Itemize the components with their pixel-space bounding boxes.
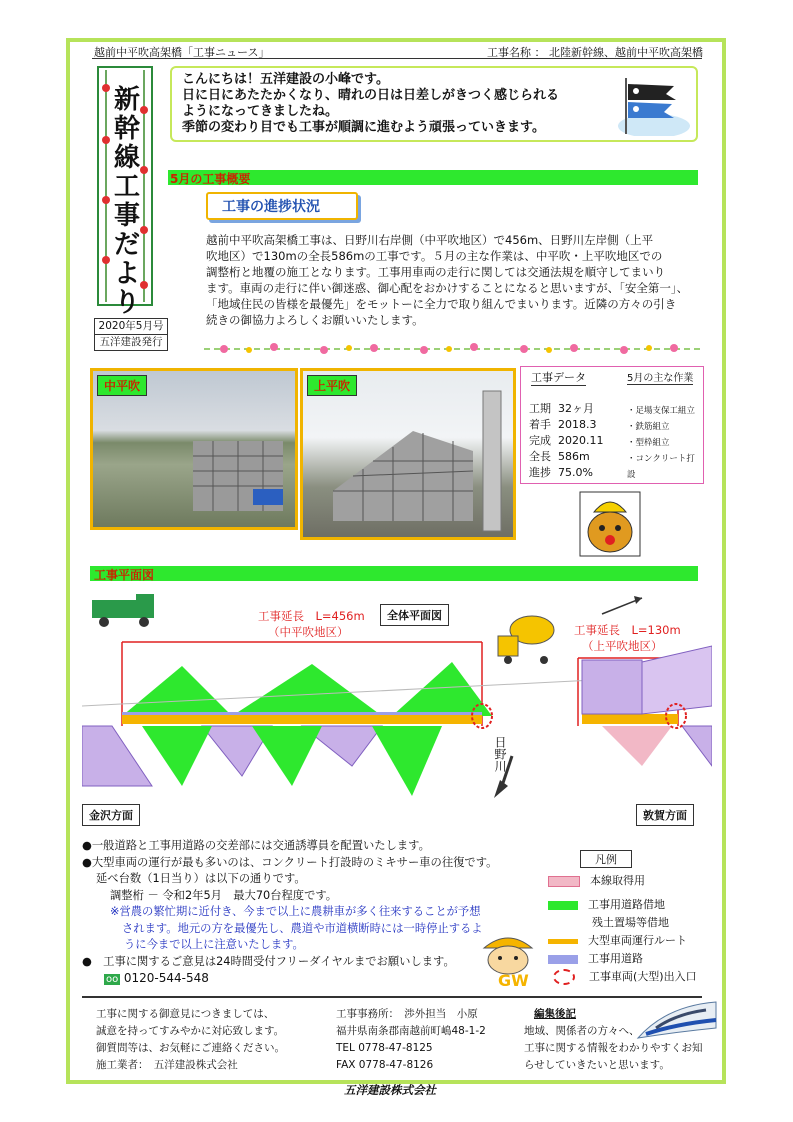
legend	[548, 872, 718, 986]
greeting-box	[170, 66, 698, 142]
legend-swatch	[548, 955, 578, 964]
photo-kamihirabuki	[300, 368, 516, 540]
work-item: ・型枠組立	[627, 438, 670, 448]
data-key: 進捗	[529, 466, 551, 479]
data-row	[529, 401, 604, 417]
mixer-truck-icon	[498, 616, 554, 664]
footer-col1	[96, 1006, 285, 1074]
data-key: 全長	[529, 450, 551, 463]
photo-nakahirabuki	[90, 368, 298, 530]
river-label: 日野川	[493, 736, 507, 772]
right-area-label: （上平吹地区）	[582, 639, 663, 653]
overall-plan-label: 全体平面図	[380, 604, 449, 626]
flower-garland	[204, 338, 700, 360]
photo-tag-kamihirabuki: 上平吹	[307, 375, 357, 396]
data-value: 586m	[558, 450, 590, 463]
legend-label: 工事用道路借地	[588, 898, 665, 911]
works-list	[627, 403, 703, 483]
koinobori-illustration	[614, 74, 690, 136]
legend-swatch	[548, 876, 580, 887]
section-title-overview: 5月の工事概要	[170, 172, 251, 186]
overview-text	[206, 232, 702, 328]
overview-line: 「地域住民の皆様を最優先」をモットーに全力で取り組んでまいります。近隣の方々の引き	[206, 297, 677, 311]
data-row	[529, 433, 604, 449]
data-rows	[529, 401, 604, 481]
data-row	[529, 449, 604, 465]
section-title-plan: 工事平面図	[94, 568, 155, 582]
issue-date: 2020年5月号	[98, 320, 164, 332]
legend-item	[548, 932, 718, 950]
work-item: ・足場支保工組立	[627, 406, 696, 416]
shinkansen-illustration	[636, 998, 718, 1044]
footer-line: 福井県南条郡南越前町嶋48-1-2	[336, 1025, 486, 1037]
title-char: 線	[113, 143, 140, 173]
greeting-line: 季節の変わり目でも工事が順調に進むよう頑張っていきます。	[182, 120, 545, 135]
plan-drawing	[82, 586, 712, 830]
section-bar-plan	[90, 566, 698, 581]
title-char: り	[113, 288, 140, 318]
footer-rule	[82, 996, 702, 998]
legend-label: 大型車両運行ルート	[588, 934, 687, 947]
title-char: 事	[113, 201, 140, 231]
legend-item: 残土置場等借地	[592, 916, 669, 929]
title-box	[97, 66, 153, 318]
right-length-label: 工事延長 L=130m	[574, 623, 681, 637]
carnation-decor-left	[101, 70, 111, 302]
notes	[82, 838, 522, 989]
data-key: 着手	[529, 418, 551, 431]
footer-line: 施工業者： 五洋建設株式会社	[96, 1059, 238, 1071]
free-dial	[82, 970, 522, 989]
dump-truck-icon	[92, 594, 154, 627]
footer-line: 地域、関係者の方々へ、	[524, 1025, 640, 1037]
overview-line: 調整桁と地覆の施工となります。工事用車両の走行に関しては交通法規を順守してまいり	[206, 265, 666, 279]
greeting-line: 日に日にあたたかくなり、晴れの日は日差しがきつく感じられる	[182, 88, 560, 103]
legend-item	[548, 896, 718, 914]
photo-tag-nakahirabuki: 中平吹	[97, 375, 147, 396]
svg-text:GW: GW	[498, 971, 529, 988]
title-char: だ	[113, 230, 140, 260]
footer-line: TEL 0778-47-8125	[336, 1042, 433, 1054]
note-line: ※営農の繁忙期に近付き、今まで以上に農耕車が多く往来することが予想	[110, 905, 481, 918]
legend-label: 工事車両(大型)出入口	[589, 970, 697, 983]
section-bar-overview	[168, 170, 698, 185]
works-title: 5月の主な作業	[627, 369, 693, 385]
footer-line: 工事事務所： 渉外担当 小原	[336, 1008, 478, 1020]
data-value: 32ヶ月	[558, 402, 594, 415]
note-line: 延べ台数（1日当り）は以下の通りです。	[96, 872, 306, 885]
issue-publisher: 五洋建設発行	[95, 334, 167, 350]
mascot-illustration	[578, 490, 642, 558]
data-key: 工期	[529, 402, 551, 415]
header-rule	[92, 58, 702, 59]
left-area-label: （中平吹地区）	[268, 625, 349, 639]
footer-line: 御質問等は、お気軽にご連絡ください。	[96, 1042, 285, 1054]
note-line: ●大型車両の運行が最も多いのは、コンクリート打設時のミキサー車の往復です。	[82, 855, 498, 869]
overview-line: ます。車両の走行に伴い御迷惑、御心配をおかけすることになると思いますが、「安全第一」、	[206, 281, 689, 295]
footer-line: らせしていきたいと思います。	[524, 1059, 670, 1071]
note-line: ● 工事に関するご意見は24時間受付フリーダイヤルまでお願いします。	[82, 954, 455, 968]
note-line: されます。地元の方を最優先し、農道や市道横断時には一時停止するよ	[122, 921, 483, 935]
footer-line: FAX 0778-47-8126	[336, 1059, 434, 1071]
data-title: 工事データ	[531, 371, 586, 384]
data-row	[529, 465, 604, 481]
progress-heading-box	[206, 192, 358, 220]
data-value: 2020.11	[558, 434, 604, 447]
data-row	[529, 417, 604, 433]
overview-line: 吹地区）で130mの全長586mの工事です。５月の主な作業は、中平吹・上平吹地区での	[206, 249, 663, 263]
note-line: 調整桁 － 令和2年5月 最大70台程度です。	[110, 888, 338, 902]
construction-data-box	[520, 366, 704, 484]
legend-label: 本線取得用	[590, 874, 645, 887]
legend-item	[548, 950, 718, 968]
footer-line: 工事に関する御意見につきましては、	[96, 1008, 275, 1020]
note-line: うに今まで以上に注意いたします。	[124, 938, 304, 951]
data-value: 2018.3	[558, 418, 597, 431]
kanazawa-direction-label: 金沢方面	[82, 804, 140, 826]
overview-line: 続きの御協力よろしくお願いいたします。	[206, 313, 424, 327]
greeting-text	[182, 72, 559, 136]
title-char: よ	[113, 259, 140, 289]
title-vertical	[113, 86, 141, 318]
legend-item	[548, 872, 718, 890]
free-dial-number[interactable]: 0120-544-548	[123, 971, 209, 985]
left-length-label: 工事延長 L=456m	[258, 609, 365, 623]
title-char: 工	[113, 172, 140, 202]
gw-mascot-illustration	[470, 932, 546, 988]
company-name: 五洋建設株式会社	[344, 1083, 436, 1097]
progress-heading: 工事の進捗状況	[222, 199, 320, 215]
greeting-line: ようになってきましたね。	[182, 104, 339, 119]
data-key: 完成	[529, 434, 551, 447]
note-line: ●一般道路と工事用道路の交差部には交通誘導員を配置いたします。	[82, 839, 430, 852]
legend-swatch	[553, 969, 575, 985]
header-right: 工事名称 ： 北陸新幹線、越前中平吹高架橋	[487, 46, 703, 59]
header-left: 越前中平吹高架橋「工事ニュース」	[94, 46, 270, 59]
legend-swatch	[548, 901, 578, 910]
work-item: ・鉄筋組立	[627, 422, 670, 432]
tsuruga-direction-label: 敦賀方面	[636, 804, 694, 826]
title-char: 新	[113, 85, 140, 115]
legend-swatch	[548, 939, 578, 944]
editor-note-title: 編集後記	[534, 1008, 576, 1020]
footer-col2	[336, 1006, 486, 1074]
legend-title: 凡例	[580, 850, 632, 868]
legend-item	[548, 968, 718, 986]
overview-line: 越前中平吹高架橋工事は、日野川右岸側（中平吹地区）で456m、日野川左岸側（上平	[206, 233, 654, 247]
free-dial-icon: oo	[106, 974, 119, 985]
footer-line: 誠意を持ってすみやかに対応致します。	[96, 1025, 285, 1037]
work-item: ・コンクリート打設	[627, 454, 695, 480]
data-value: 75.0%	[558, 466, 593, 479]
footer-line: 工事に関する情報をわかりやすくお知	[524, 1042, 703, 1054]
issue-box	[94, 318, 168, 351]
greeting-line: こんにちは！五洋建設の小峰です。	[182, 72, 389, 87]
title-char: 幹	[113, 114, 140, 144]
legend-label: 工事用道路	[588, 952, 643, 965]
